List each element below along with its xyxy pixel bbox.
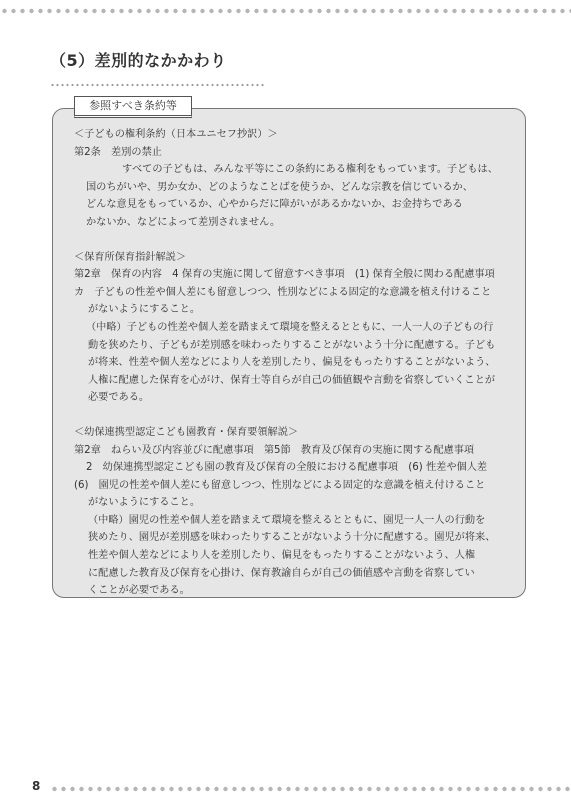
block-1-body-line: 国のちがいや、男か女か、どのようなことばを使うか、どんな宗教を信じているか、 xyxy=(86,181,473,193)
block-1-body-line: すべての子どもは、みんな平等にこの条約にある権利をもっています。子どもは、 xyxy=(122,164,498,176)
block-2-body-line: （中略）子どもの性差や個人差を踏まえて環境を整えるとともに、一人一人の子どもの行 xyxy=(86,321,494,333)
block-2-source: ＜保育所保育指針解説＞ xyxy=(74,251,187,263)
block-3-article: 第2章 ねらい及び内容並びに配慮事項 第5節 教育及び保育の実施に関する配慮事項 xyxy=(74,444,475,456)
block-3-item: (6) 園児の性差や個人差にも留意しつつ、性別などによる固定的な意識を植え付けること xyxy=(74,479,486,491)
block-3-body-line: （中略）園児の性差や個人差を踏まえて環境を整えるとともに、園児一人一人の行動を xyxy=(88,514,486,526)
reference-content xyxy=(74,126,520,600)
block-2-body-line: 動を狭めたり、子どもが差別感を味わったりすることがないよう十分に配慮する。子ども xyxy=(88,339,496,351)
block-2-article: 第2章 保育の内容 4 保育の実施に関して留意すべき事項 (1) 保育全般に関わる配慮事項 xyxy=(74,269,495,281)
title-dotted-underline xyxy=(50,72,265,76)
block-3-body-line: 性差や個人差などにより人を差別したり、偏見をもったりすることがないよう、人権 xyxy=(88,550,476,562)
block-2-item-cont: がないようにすること。 xyxy=(88,304,201,316)
block-3-item-cont: がないようにすること。 xyxy=(88,497,201,509)
bottom-dotted-border xyxy=(50,786,571,792)
block-2-body-line: 人権に配慮した保育を心がけ、保育士等自らが自己の価値観や言動を省察していくことが xyxy=(88,374,496,386)
block-3-body-line: に配慮した教育及び保育を心掛け、保育教諭自らが自己の価値感や言動を省察してい xyxy=(88,567,475,579)
block-2-item: カ 子どもの性差や個人差にも留意しつつ、性別などによる固定的な意識を植え付けること xyxy=(74,286,492,298)
block-1-body-line: どんな意見をもっているか、心やからだに障がいがあるかないか、お金持ちである xyxy=(86,199,463,211)
block-3-sub: 2 幼保連携型認定こども園の教育及び保育の全般における配慮事項 (6) 性差や個人差 xyxy=(86,462,488,474)
top-dotted-border xyxy=(0,8,571,14)
section-title: （5）差別的なかかわり xyxy=(50,51,227,70)
block-1-source: ＜子どもの権利条約（日本ユニセフ抄訳）＞ xyxy=(74,129,278,140)
block-2-body-line: 必要である。 xyxy=(88,392,150,404)
block-1-article: 第2条 差別の禁止 xyxy=(74,146,162,158)
block-3-source: ＜幼保連携型認定こども園教育・保育要領解説＞ xyxy=(74,426,299,438)
block-2-body-line: が将来、性差や個人差などにより人を差別したり、偏見をもったりすることがないよう、 xyxy=(88,357,496,369)
block-3-body-line: くことが必要である。 xyxy=(88,585,190,597)
reference-tag: 参照すべき条約等 xyxy=(74,96,192,118)
page-number: 8 xyxy=(32,779,41,793)
block-1-body-line: かないか、などによって差別されません。 xyxy=(86,216,281,228)
block-3-body-line: 狭めたり、園児が差別感を味わったりすることがないよう十分に配慮する。園児が将来、 xyxy=(88,532,496,544)
